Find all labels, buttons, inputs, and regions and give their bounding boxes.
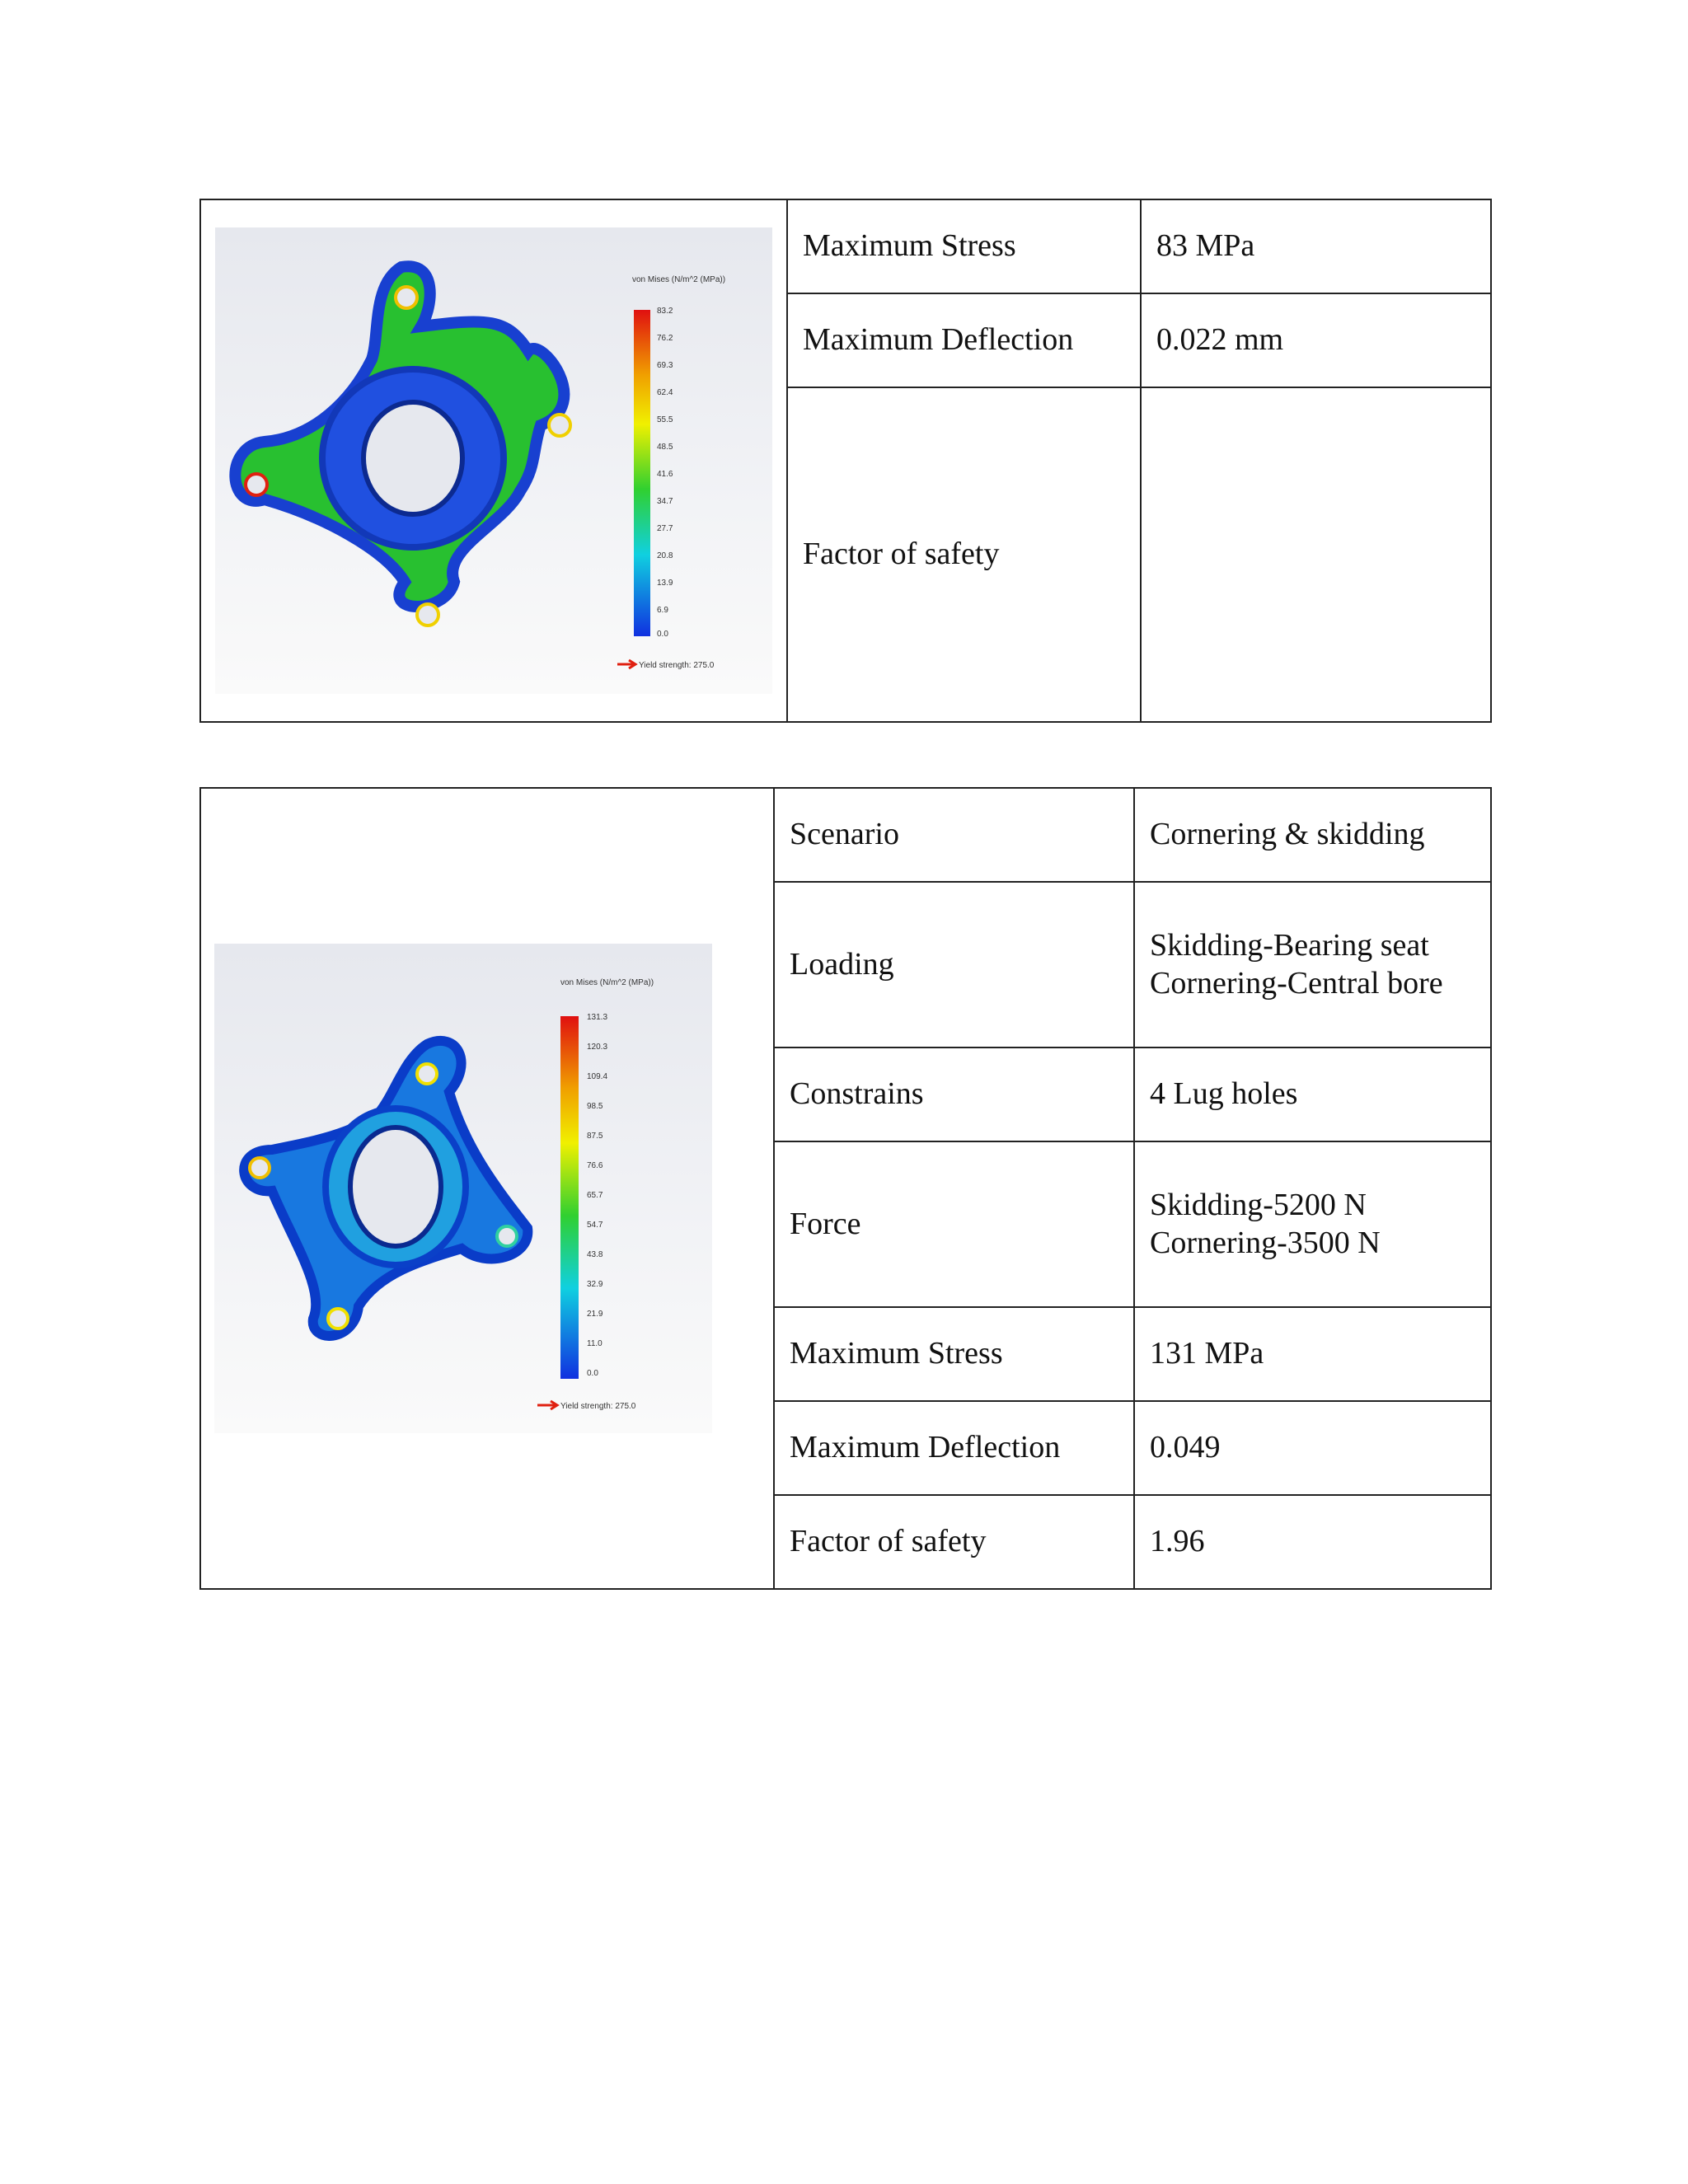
table2-value-max-stress: 131 MPa [1134, 1307, 1491, 1401]
scale-label: 69.3 [657, 361, 673, 370]
scale-label: 76.6 [587, 1161, 603, 1170]
scale-label: 6.9 [657, 606, 668, 615]
hub-part-1 [235, 266, 570, 626]
table2-value-max-deflection: 0.049 [1134, 1401, 1491, 1495]
scale-label: 131.3 [587, 1013, 608, 1022]
scale-label: 11.0 [587, 1339, 603, 1348]
scale-label: 109.4 [587, 1072, 608, 1081]
loading-line: Cornering-Central bore [1150, 965, 1443, 1001]
scale-label: 62.4 [657, 388, 673, 397]
scale-label: 83.2 [657, 307, 673, 316]
scale-label: 43.8 [587, 1250, 603, 1259]
scale-label: 98.5 [587, 1102, 603, 1111]
color-scale-bar-1 [634, 310, 650, 636]
table1-value-max-stress: 83 MPa [1141, 199, 1491, 293]
scale-label: 120.3 [587, 1043, 608, 1052]
table2-value-force [1134, 1141, 1491, 1307]
scale-labels-2 [587, 1013, 607, 1378]
table2-label-loading: Loading [774, 882, 1134, 1047]
results-table-2 [199, 787, 1492, 1590]
hub-part-2 [244, 1041, 528, 1336]
results-table-1 [199, 199, 1492, 723]
color-scale-bar-2 [560, 1016, 579, 1379]
scale-label: 41.6 [657, 470, 673, 479]
scale-label: 13.9 [657, 579, 673, 588]
table1-label-max-stress: Maximum Stress [787, 199, 1141, 293]
scale-label: 54.7 [587, 1221, 603, 1230]
table1-label-max-deflection: Maximum Deflection [787, 293, 1141, 387]
scale-label: 87.5 [587, 1132, 603, 1141]
table2-value-constrains: 4 Lug holes [1134, 1047, 1491, 1141]
table2-label-force: Force [774, 1141, 1134, 1307]
legend-title-1: von Mises (N/m^2 (MPa)) [632, 275, 726, 284]
scale-label: 65.7 [587, 1191, 603, 1200]
legend-title-2: von Mises (N/m^2 (MPa)) [560, 978, 654, 987]
table1-value-factor-of-safety [1141, 387, 1491, 722]
scale-label: 48.5 [657, 443, 673, 452]
scale-label: 0.0 [587, 1369, 598, 1378]
scale-label: 55.5 [657, 415, 673, 424]
table1-value-max-deflection: 0.022 mm [1141, 293, 1491, 387]
scale-label: 0.0 [657, 630, 668, 639]
von-mises-stress-plot-2 [214, 944, 712, 1433]
yield-strength-label-1: Yield strength: 275.0 [639, 661, 715, 670]
table2-label-scenario: Scenario [774, 788, 1134, 882]
table2-label-max-stress: Maximum Stress [774, 1307, 1134, 1401]
scale-label: 76.2 [657, 334, 673, 343]
stress-plot-cell-1 [200, 199, 787, 722]
table2-value-factor-of-safety: 1.96 [1134, 1495, 1491, 1589]
stress-plot-cell-2 [200, 788, 774, 1589]
loading-line: Skidding-Bearing seat [1150, 927, 1429, 963]
force-line: Cornering-3500 N [1150, 1225, 1381, 1260]
table1-label-factor-of-safety: Factor of safety [787, 387, 1141, 722]
yield-strength-label-2: Yield strength: 275.0 [560, 1402, 636, 1411]
yield-arrow-icon [617, 660, 635, 668]
table2-label-constrains: Constrains [774, 1047, 1134, 1141]
scale-label: 34.7 [657, 497, 673, 506]
scale-label: 21.9 [587, 1310, 603, 1319]
scale-label: 20.8 [657, 551, 673, 560]
scale-label: 32.9 [587, 1280, 603, 1289]
table2-value-loading [1134, 882, 1491, 1047]
table2-label-factor-of-safety: Factor of safety [774, 1495, 1134, 1589]
scale-labels-1 [657, 307, 673, 639]
von-mises-stress-plot-1 [215, 227, 772, 694]
table2-value-scenario: Cornering & skidding [1134, 788, 1491, 882]
yield-arrow-icon [537, 1401, 557, 1409]
scale-label: 27.7 [657, 524, 673, 533]
force-line: Skidding-5200 N [1150, 1187, 1367, 1222]
table2-label-max-deflection: Maximum Deflection [774, 1401, 1134, 1495]
